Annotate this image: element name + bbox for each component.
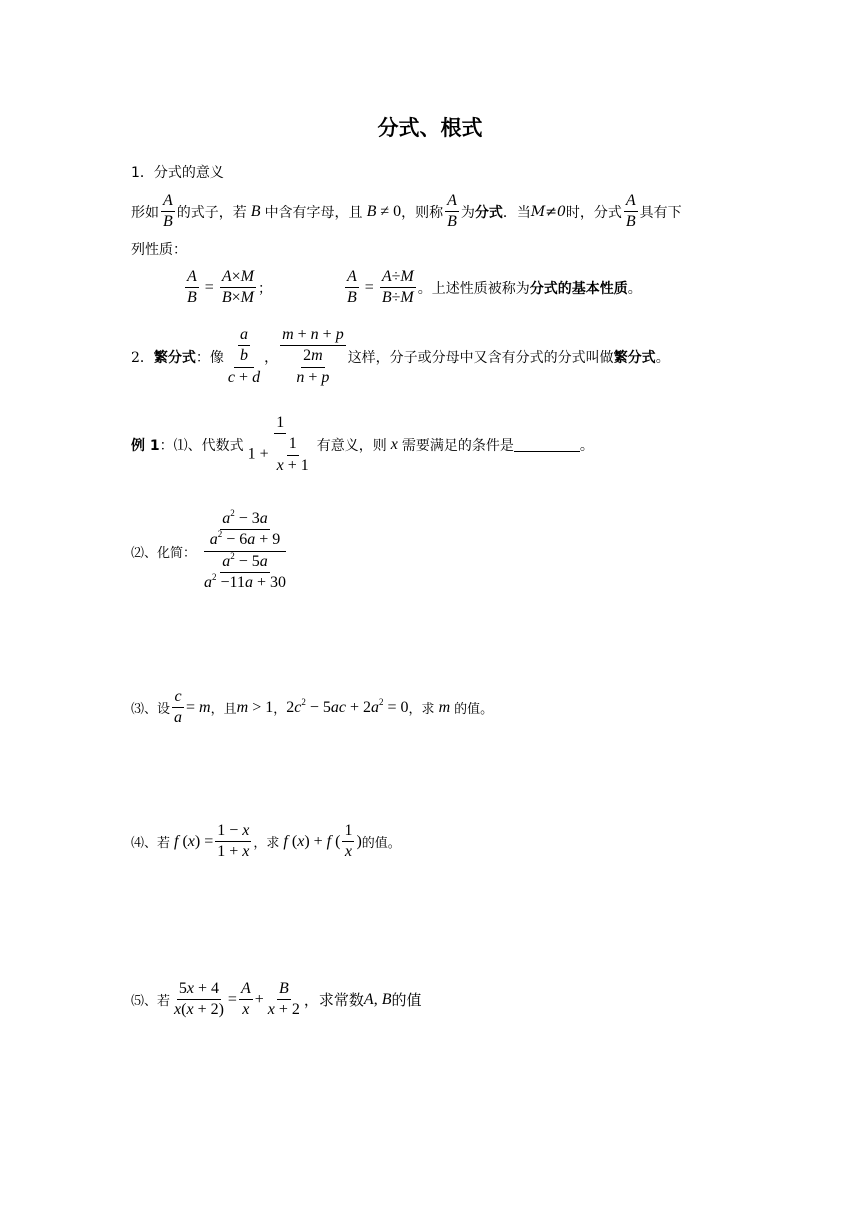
complex-fraction-2: $\frac{m + n + p}{\frac{2m}{n + p}}$ [282,326,344,386]
answer-blank[interactable] [514,437,580,452]
property-multiply: $\frac{A}{B}$ = $\frac{A\times M}{B\times M}$ ； [187,268,272,307]
page-title: 分式、根式 [377,116,483,140]
example-1-part-3: ⑶、设 $\frac{c}{a}$ = m ，且 m > 1 ， $2c^2 - 5ac + 2a^2 = 0$ ，求 m 的值。 [131,688,494,727]
section-2-paragraph: 2． 繁分式 ：像 $\frac{\frac{a}{b}}{c + d}$ ， $\frac{m + n + p}{\frac{2m}{n + p}}$ 这样，分子或分母中又含有分式的分式叫做 繁分式 。 [131,326,670,386]
fraction-a-over-b: $\frac{A}{B}$ [163,192,173,231]
example-1-part-1: 例 1 ：⑴、代数式 1 1 + $\frac{1}{x + 1}$ 有意义，则 x 需要满足的条件是 。 [131,414,594,474]
section-1-paragraph-cont: 列性质： [131,242,187,258]
example-1-part-4: ⑷、若 f (x) = $\frac{1 - x}{1 + x}$ ，求 f (x) + f ( $\frac{1}{x}$ ) 的值。 [131,822,401,861]
complex-fraction-1: $\frac{\frac{a}{b}}{c + d}$ [227,326,261,386]
example-1-part-5: ⑸、若 $\frac{5x + 4}{x(x + 2)}$ = $\frac{A}{x}$ + $\frac{B}{x + 2}$ ，求常数 A, B 的值 [131,980,422,1019]
section-1-paragraph: 形如 $\frac{A}{B}$ 的式子，若 B 中含有字母，且 B ≠ 0 ，则称 $\frac{A}{B}$ 为 分式 ．当 M≠0 时，分式 $\frac{A}{B}$ 具有下 [131,192,682,231]
property-divide: $\frac{A}{B}$ = $\frac{A\div M}{B\div M}$ 。上述性质被称为 分式的基本性质 。 [347,268,642,307]
section-1-heading: 1．分式的意义 [131,165,224,181]
example-1-part-2: ⑵、化简： $\frac{\frac{a^2 - 3a}{a^2 - 6a + 9}}{\frac{a^2 - 5a}{a^2 -11a + 30}}$ [131,508,286,592]
